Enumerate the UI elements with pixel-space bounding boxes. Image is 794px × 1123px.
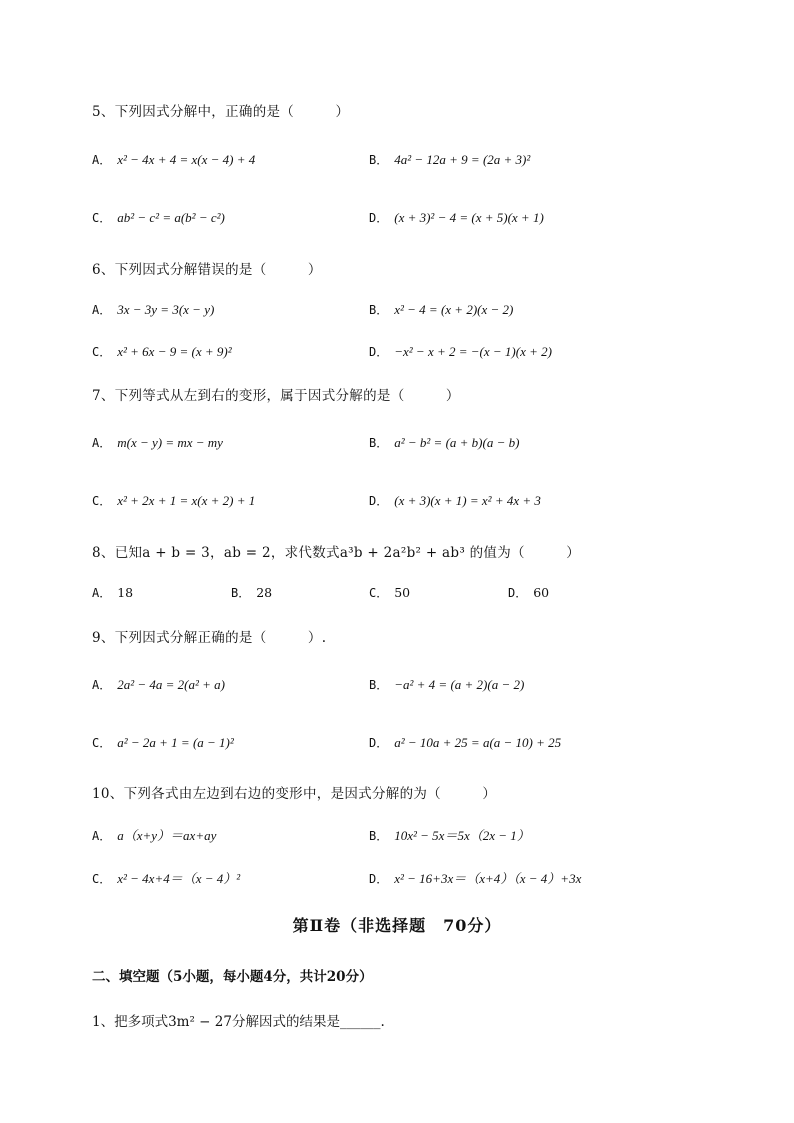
question-6-option-b	[369, 301, 513, 318]
question-5-stem: 5、下列因式分解中，正确的是（ ）	[92, 104, 350, 120]
question-5-option-b	[369, 151, 530, 168]
question-8-option-b	[231, 584, 272, 601]
option-label: D．	[369, 345, 389, 359]
option-label: D．	[369, 494, 389, 508]
option-label: A．	[92, 436, 112, 450]
option-text: (x + 3)(x + 1) = x² + 4x + 3	[394, 493, 541, 508]
question-7-option-d	[369, 492, 541, 509]
option-label: C．	[92, 736, 112, 750]
option-text: x² − 4x+4＝（x − 4）²	[117, 871, 241, 886]
question-5-option-a	[92, 151, 255, 168]
question-8-option-a	[92, 584, 133, 601]
option-label: A．	[92, 829, 112, 843]
question-7-option-c	[92, 492, 255, 509]
question-9-option-a	[92, 676, 225, 693]
section-title: 第Ⅱ卷（非选择题 70分）	[292, 916, 502, 935]
fill-blank-question-1: 1、把多项式3m² − 27分解因式的结果是______.	[92, 1014, 385, 1030]
question-9-stem: 9、下列因式分解正确的是（ ）.	[92, 630, 327, 646]
option-text: m(x − y) = mx − my	[117, 435, 223, 450]
option-label: D．	[508, 586, 528, 600]
option-text: −a² + 4 = (a + 2)(a − 2)	[394, 677, 525, 692]
option-label: C．	[92, 211, 112, 225]
question-10-option-b	[369, 825, 530, 844]
question-9-option-c	[92, 734, 234, 751]
question-10-option-d	[369, 868, 581, 887]
option-text: 2a² − 4a = 2(a² + a)	[117, 677, 226, 692]
question-6-stem: 6、下列因式分解错误的是（ ）	[92, 262, 322, 278]
option-text: 28	[256, 585, 273, 600]
question-7-option-b	[369, 434, 519, 451]
option-text: 18	[117, 585, 134, 600]
question-6-option-c	[92, 343, 232, 360]
question-8-option-d	[508, 584, 549, 601]
question-8-option-c	[369, 584, 410, 601]
option-label: B．	[369, 303, 389, 317]
option-text: a² − b² = (a + b)(a − b)	[394, 435, 520, 450]
question-5-option-c	[92, 209, 225, 226]
option-label: B．	[369, 678, 389, 692]
option-text: x² − 4 = (x + 2)(x − 2)	[394, 302, 514, 317]
question-10-option-a	[92, 825, 216, 844]
option-label: C．	[92, 494, 112, 508]
option-label: C．	[92, 872, 112, 886]
option-label: D．	[369, 211, 389, 225]
option-text: x² + 6x − 9 = (x + 9)²	[117, 344, 232, 359]
question-9-option-b	[369, 676, 524, 693]
question-6-option-a	[92, 301, 214, 318]
option-text: x² − 4x + 4 = x(x − 4) + 4	[117, 152, 256, 167]
option-text: a² − 2a + 1 = (a − 1)²	[117, 735, 234, 750]
option-text: a² − 10a + 25 = a(a − 10) + 25	[394, 735, 562, 750]
option-label: C．	[92, 345, 112, 359]
option-text: 60	[533, 585, 550, 600]
option-label: B．	[369, 829, 389, 843]
option-text: −x² − x + 2 = −(x − 1)(x + 2)	[394, 344, 552, 359]
option-label: B．	[369, 153, 389, 167]
option-text: x² + 2x + 1 = x(x + 2) + 1	[117, 493, 256, 508]
option-text: 3x − 3y = 3(x − y)	[117, 302, 215, 317]
question-9-option-d	[369, 734, 561, 751]
option-label: D．	[369, 736, 389, 750]
option-text: x² − 16+3x＝（x+4）（x − 4）+3x	[394, 871, 582, 886]
question-6-option-d	[369, 343, 552, 360]
question-8-stem: 8、已知a + b = 3，ab = 2，求代数式a³b + 2a²b² + ab³ 的值为（ ）	[92, 545, 581, 561]
option-label: A．	[92, 303, 112, 317]
option-label: A．	[92, 586, 112, 600]
option-label: C．	[369, 586, 389, 600]
option-text: a（x+y）＝ax+ay	[117, 828, 217, 843]
fill-blank-heading: 二、填空题（5小题，每小题4分，共计20分）	[92, 969, 373, 985]
option-text: 4a² − 12a + 9 = (2a + 3)²	[394, 152, 531, 167]
option-text: (x + 3)² − 4 = (x + 5)(x + 1)	[394, 210, 544, 225]
question-7-stem: 7、下列等式从左到右的变形，属于因式分解的是（ ）	[92, 388, 460, 404]
option-label: D．	[369, 872, 389, 886]
option-label: B．	[231, 586, 251, 600]
option-text: 10x² − 5x＝5x（2x − 1）	[394, 828, 530, 843]
option-label: B．	[369, 436, 389, 450]
question-7-option-a	[92, 434, 223, 451]
option-text: ab² − c² = a(b² − c²)	[117, 210, 225, 225]
option-label: A．	[92, 678, 112, 692]
question-10-option-c	[92, 868, 240, 887]
option-label: A．	[92, 153, 112, 167]
question-10-stem: 10、下列各式由左边到右边的变形中，是因式分解的为（ ）	[92, 786, 497, 802]
option-text: 50	[394, 585, 411, 600]
question-5-option-d	[369, 209, 544, 226]
